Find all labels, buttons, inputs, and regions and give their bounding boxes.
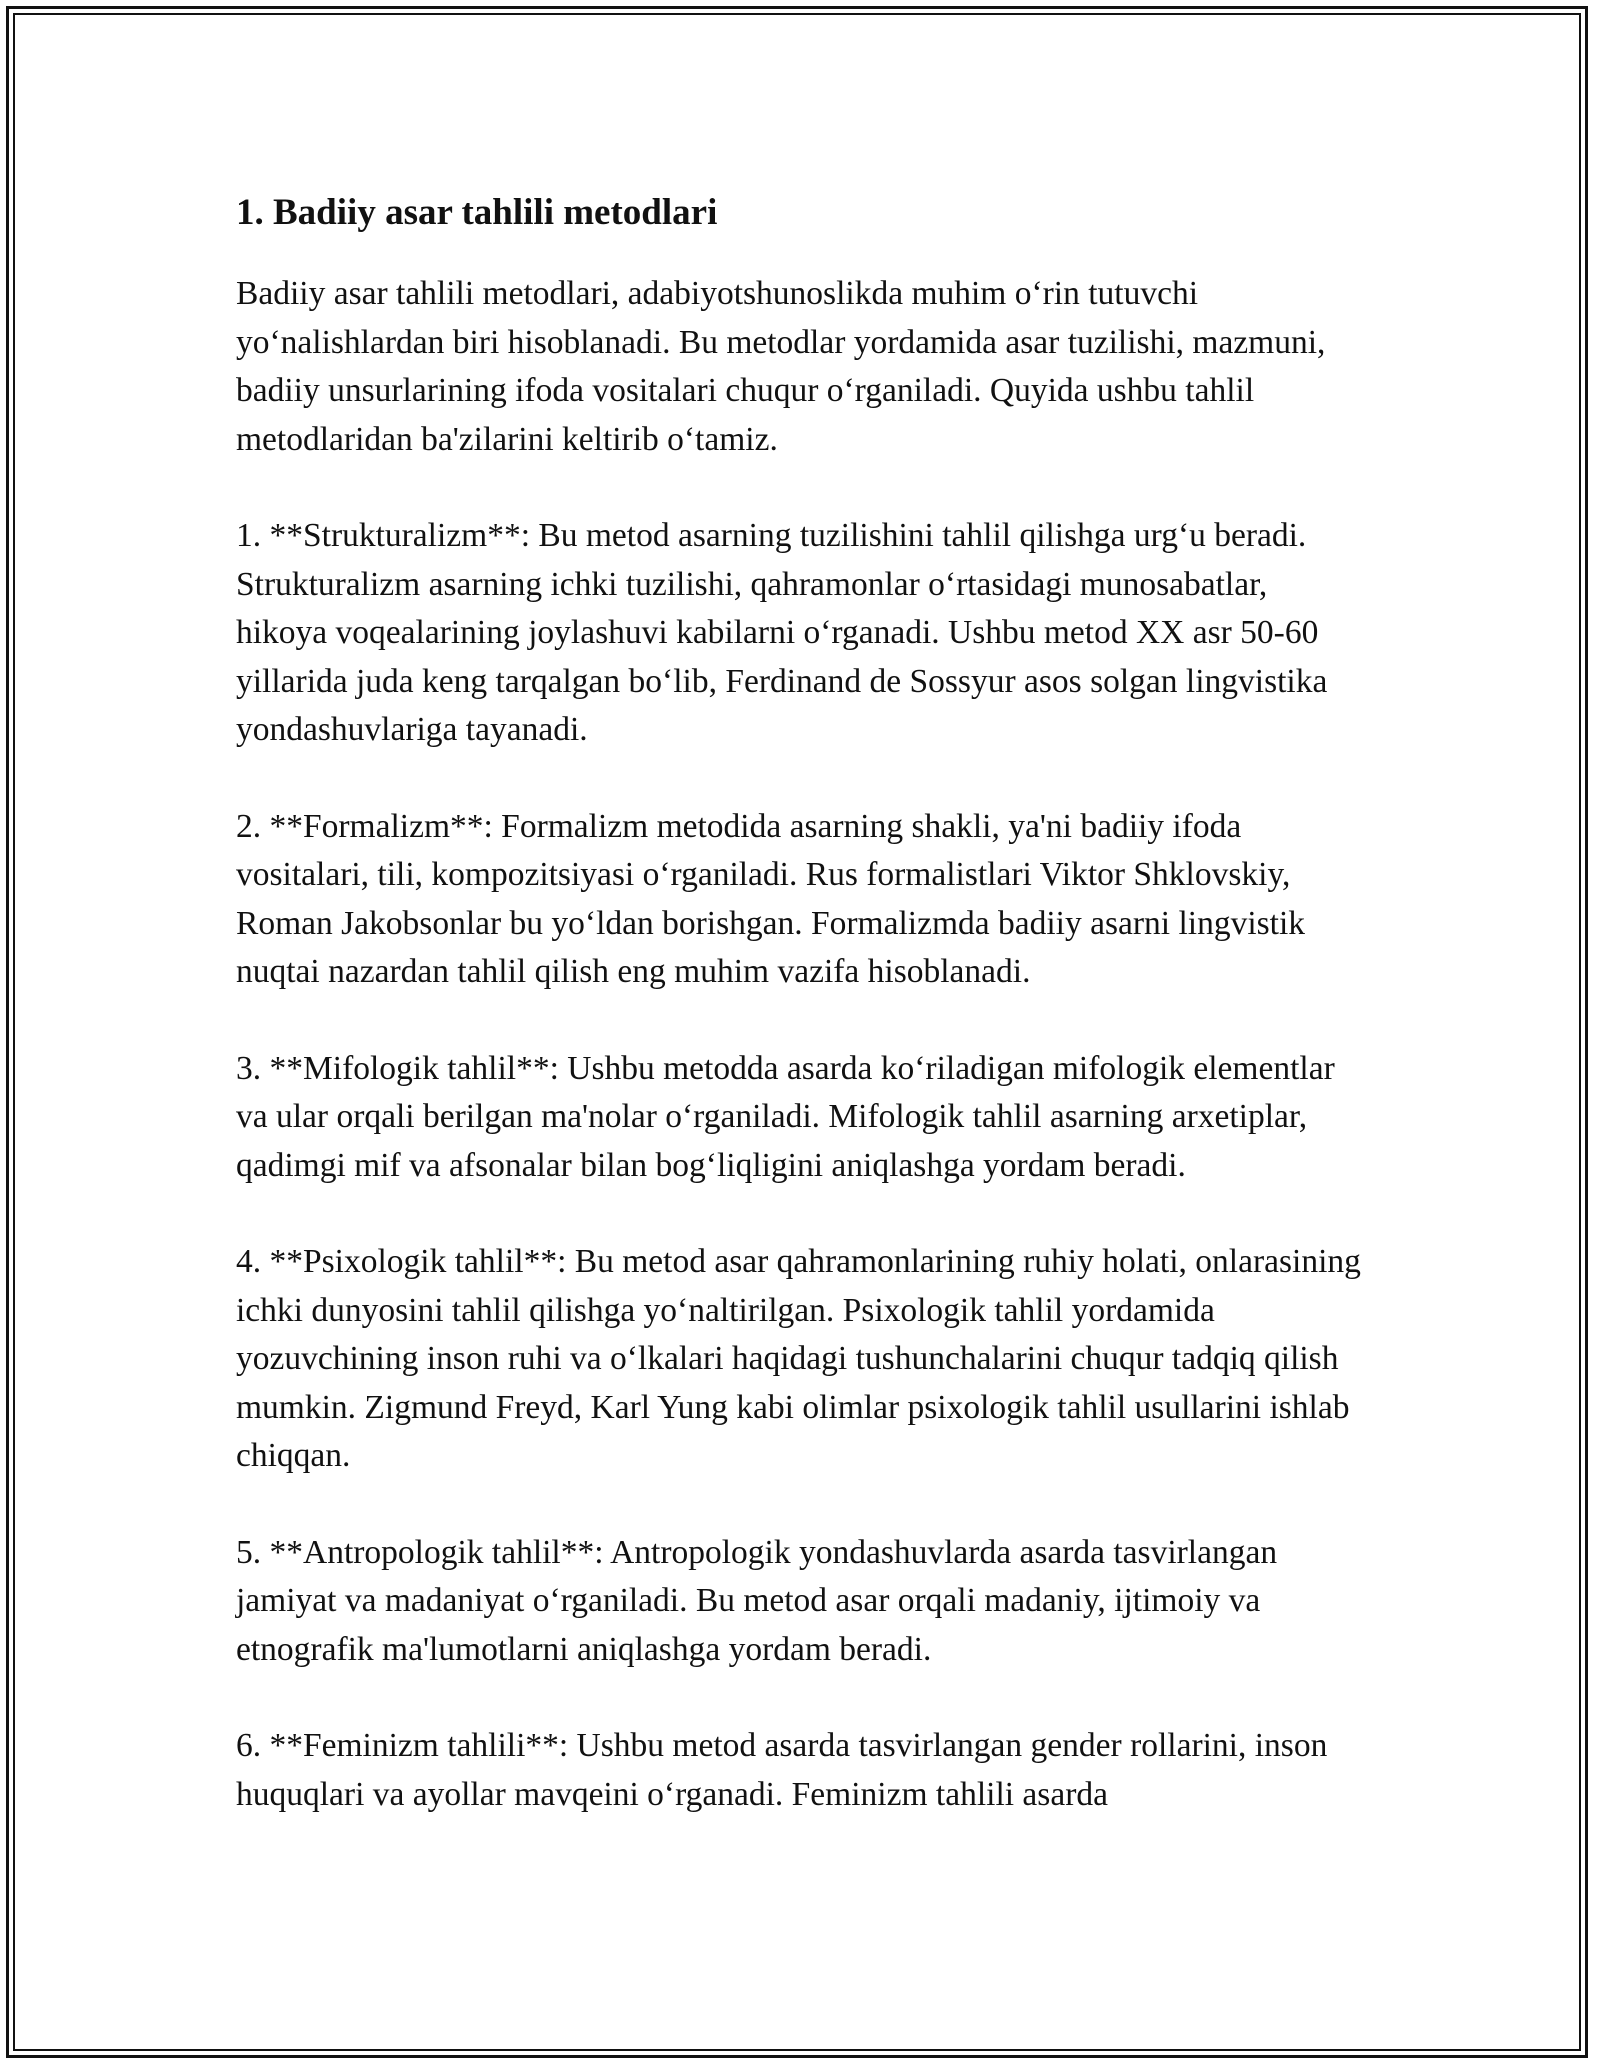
paragraph-feminizm-tahlili: 6. **Feminizm tahlili**: Ushbu metod asarda tasvirlangan gender rollarini, inson huquqlari va ayollar mavqeini o‘rganadi. Feminizm tahlili asarda (236, 1727, 1328, 1813)
document-body (236, 185, 1366, 1867)
paragraph-formalizm: 2. **Formalizm**: Formalizm metodida asarning shakli, ya'ni badiiy ifoda vositalari, tili, kompozitsiyasi o‘rganiladi. Rus formalistlari Viktor Shklovskiy, Roman Jakobsonlar bu yo‘ldan borishgan. Formalizmda badiiy asarni lingvistik nuqtai nazardan tahlil qilish eng muhim vazifa hisoblanadi. (236, 807, 1306, 990)
paragraph-mifologik-tahlil: 3. **Mifologik tahlil**: Ushbu metodda asarda ko‘riladigan mifologik elementlar va ular orqali berilgan ma'nolar o‘rganiladi. Mifologik tahlil asarning arxetiplar, qadimgi mif va afsonalar bilan bog‘liqligini aniqlashga yordam beradi. (236, 1049, 1335, 1184)
paragraph-psixologik-tahlil: 4. **Psixologik tahlil**: Bu metod asar qahramonlarining ruhiy holati, onlarasining ichki dunyosini tahlil qilishga yo‘naltirilgan. Psixologik tahlil yordamida yozuvchining inson ruhi va o‘lkalari haqidagi tushunchalarini chuqur tadqiq qilish mumkin. Zigmund Freyd, Karl Yung kabi olimlar psixologik tahlil usullarini ishlab chiqqan. (236, 1243, 1361, 1474)
paragraph-antropologik-tahlil: 5. **Antropologik tahlil**: Antropologik yondashuvlarda asarda tasvirlangan jamiyat va madaniyat o‘rganiladi. Bu metod asar orqali madaniy, ijtimoiy va etnografik ma'lumotlarni aniqlashga yordam beradi. (236, 1533, 1278, 1668)
paragraph-strukturalizm: 1. **Strukturalizm**: Bu metod asarning tuzilishini tahlil qilishga urg‘u beradi. Strukturalizm asarning ichki tuzilishi, qahramonlar o‘rtasidagi munosabatlar, hikoya voqealarining joylashuvi kabilarni o‘rganadi. Ushbu metod XX asr 50-60 yillarida juda keng tarqalgan bo‘lib, Ferdinand de Sossyur asos solgan lingvistika yondashuvlariga tayanadi. (236, 517, 1328, 748)
section-heading: 1. Badiiy asar tahlili metodlari (236, 192, 718, 233)
intro-paragraph: Badiiy asar tahlili metodlari, adabiyotshunoslikda muhim o‘rin tutuvchi yo‘nalishlardan biri hisoblanadi. Bu metodlar yordamida asar tuzilishi, mazmuni, badiiy unsurlarining ifoda vositalari chuqur o‘rganiladi. Quyida ushbu tahlil metodlaridan ba'zilarini keltirib o‘tamiz. (236, 275, 1326, 458)
